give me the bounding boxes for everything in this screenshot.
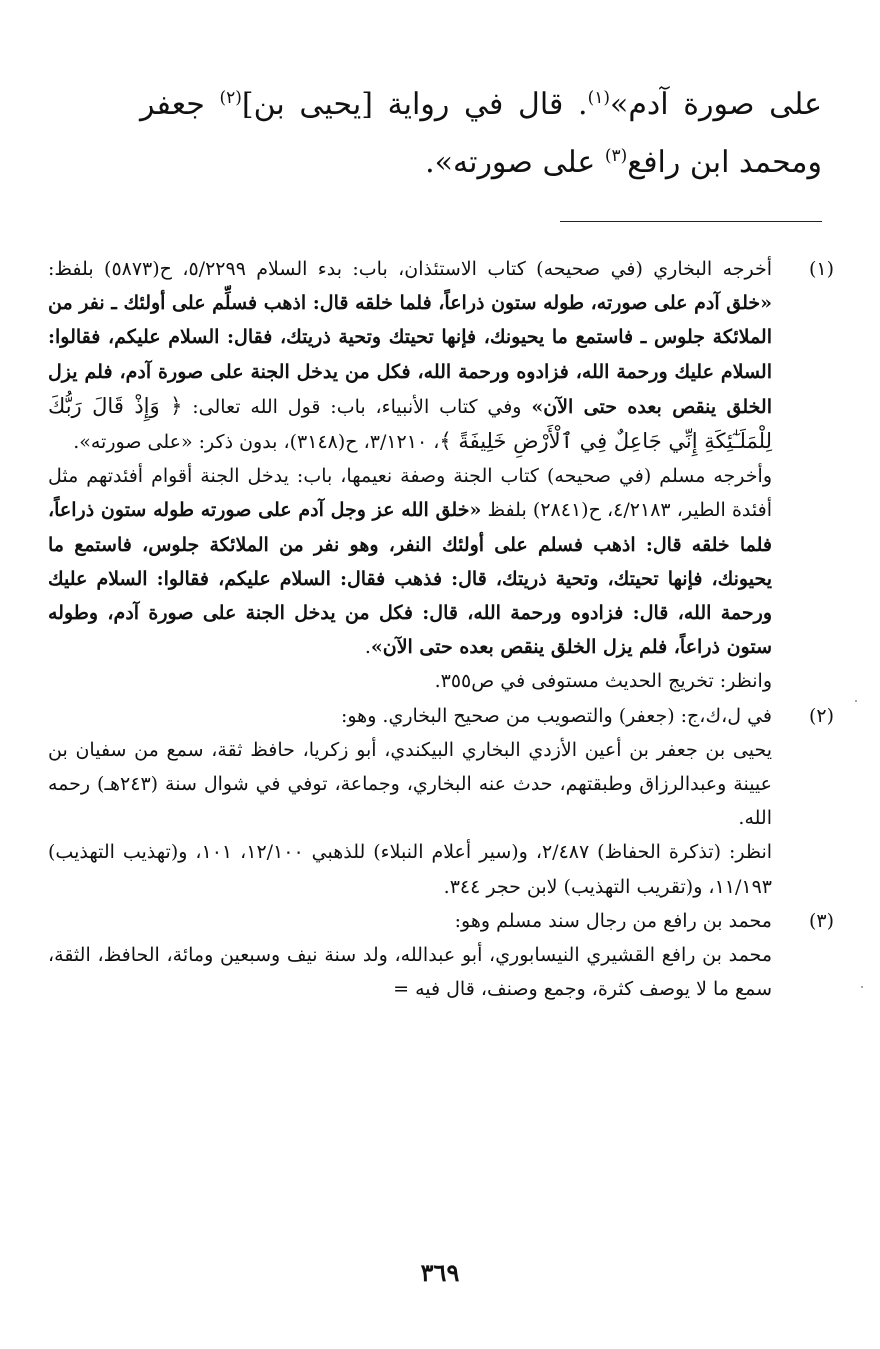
footnote-number: (٣)	[808, 909, 834, 932]
citation-text: .	[364, 636, 371, 659]
main-text-part-4: على صورته».	[425, 145, 605, 180]
footnote-number: (١)	[808, 258, 834, 280]
quran-verse: ﴿ وَإِذْ قَالَ رَبُّكَ لِلْمَلَـٰٓئِكَةِ إِنِّي جَاعِلٌ فِي ٱلْأَرْضِ خَلِيفَةً ﴾	[48, 393, 772, 454]
footnote-paragraph: انظر: (تذكرة الحفاظ) ٢/٤٨٧، و(سير أعلام النبلاء) للذهبي ١٢/١٠٠، ١٠١، و(تهذيب التهذيب) ١١/١٩٣، و(تقريب التهذيب) لابن حجر ٣٤٤.	[48, 841, 773, 898]
scan-speck	[855, 700, 857, 702]
footnote-paragraph: يحيى بن جعفر بن أعين الأزدي البخاري البيكندي، أبو زكريا، حافظ ثقة، سمع من سفيان بن عيينة وعبدالرزاق وطبقتهم، حدث عنه البخاري، وجماعة، توفي في شوال سنة (٢٤٣هـ) رحمه الله.	[48, 738, 772, 830]
footnote-paragraph: محمد بن رافع القشيري النيسابوري، أبو عبدالله، ولد سنة نيف وسبعين ومائة، الحافظ، الثقة، سمع ما لا يوصف كثرة، وجمع وصنف، قال فيه =	[48, 944, 772, 1001]
main-text	[140, 76, 822, 192]
main-text-part-2: . قال في رواية [يحيى بن]	[241, 87, 588, 122]
main-text-part-1: على صورة آدم»	[609, 87, 822, 122]
footnote-paragraph: وانظر: تخريج الحديث مستوفى في ص٣٥٥.	[434, 670, 772, 693]
footnote-ref-2[interactable]: (٢)	[219, 88, 242, 108]
footnote-3	[48, 904, 834, 1007]
footnote-paragraph: محمد بن رافع من رجال سند مسلم وهو:	[454, 909, 772, 932]
footnote-ref-1[interactable]: (١)	[587, 88, 610, 108]
page-number: ٣٦٩	[420, 1258, 460, 1287]
footnote-paragraph: في ل،ك،ج: (جعفر) والتصويب من صحيح البخاري. وهو:	[340, 704, 772, 727]
hadith-text: «خلق الله عز وجل آدم على صورته طوله ستون ذراعاً، فلما خلقه قال: اذهب فسلم على أولئك النفر، وهو نفر من الملائكة جلوس، فاستمع ما يحيونك، فإنها تحيتك، وتحية ذريتك، قال: فذهب فقال: السلام عليكم، فقالوا: السلام عليك ورحمة الله، قال: فزادوه ورحمة الله، قال: فكل من يدخل الجنة على صورة آدم، وطوله ستون ذراعاً، فلم يزل الخلق ينقص بعده حتى الآن»	[48, 499, 772, 659]
footnote-1	[48, 252, 834, 699]
footnotes	[48, 252, 834, 1006]
footnote-number: (٢)	[808, 704, 834, 727]
footnote-paragraph	[48, 459, 772, 664]
footnote-2	[48, 699, 834, 904]
citation-text: ، ٣/١٢١٠، ح(٣١٤٨)، بدون ذكر: «على صورته».	[73, 431, 440, 454]
footnote-paragraph	[48, 252, 772, 459]
footnote-ref-3[interactable]: (٣)	[604, 146, 628, 166]
citation-text: أخرجه البخاري (في صحيحه) كتاب الاستئذان، باب: بدء السلام ٥/٢٢٩٩، ح(٥٨٧٣) بلفظ:	[48, 258, 773, 280]
footnote-separator	[560, 221, 822, 222]
citation-text: وأخرجه مسلم (في صحيحه) كتاب الجنة وصفة نعيمها، باب: يدخل الجنة أقوام أفئدتهم مثل أفئدة الطير، ٤/٢١٨٣، ح(٢٨٤١) بلفظ	[48, 465, 772, 522]
citation-text: وفي كتاب الأنبياء، باب: قول الله تعالى:	[182, 395, 532, 418]
hadith-text: «خلق آدم على صورته، طوله ستون ذراعاً، فلما خلقه قال: اذهب فسلِّم على أولئك ـ نفر من الملائكة جلوس ـ فاستمع ما يحيونك، فإنها تحيتك وتحية ذريتك، فقال: السلام عليكم، فقالوا: السلام عليك ورحمة الله، فزادوه ورحمة الله، فكل من يدخل الجنة على صورة آدم، فلم يزل الخلق ينقص بعده حتى الآن»	[48, 292, 772, 418]
scan-speck	[861, 986, 863, 988]
main-text-part-3: جعفر ومحمد ابن رافع	[140, 87, 822, 180]
